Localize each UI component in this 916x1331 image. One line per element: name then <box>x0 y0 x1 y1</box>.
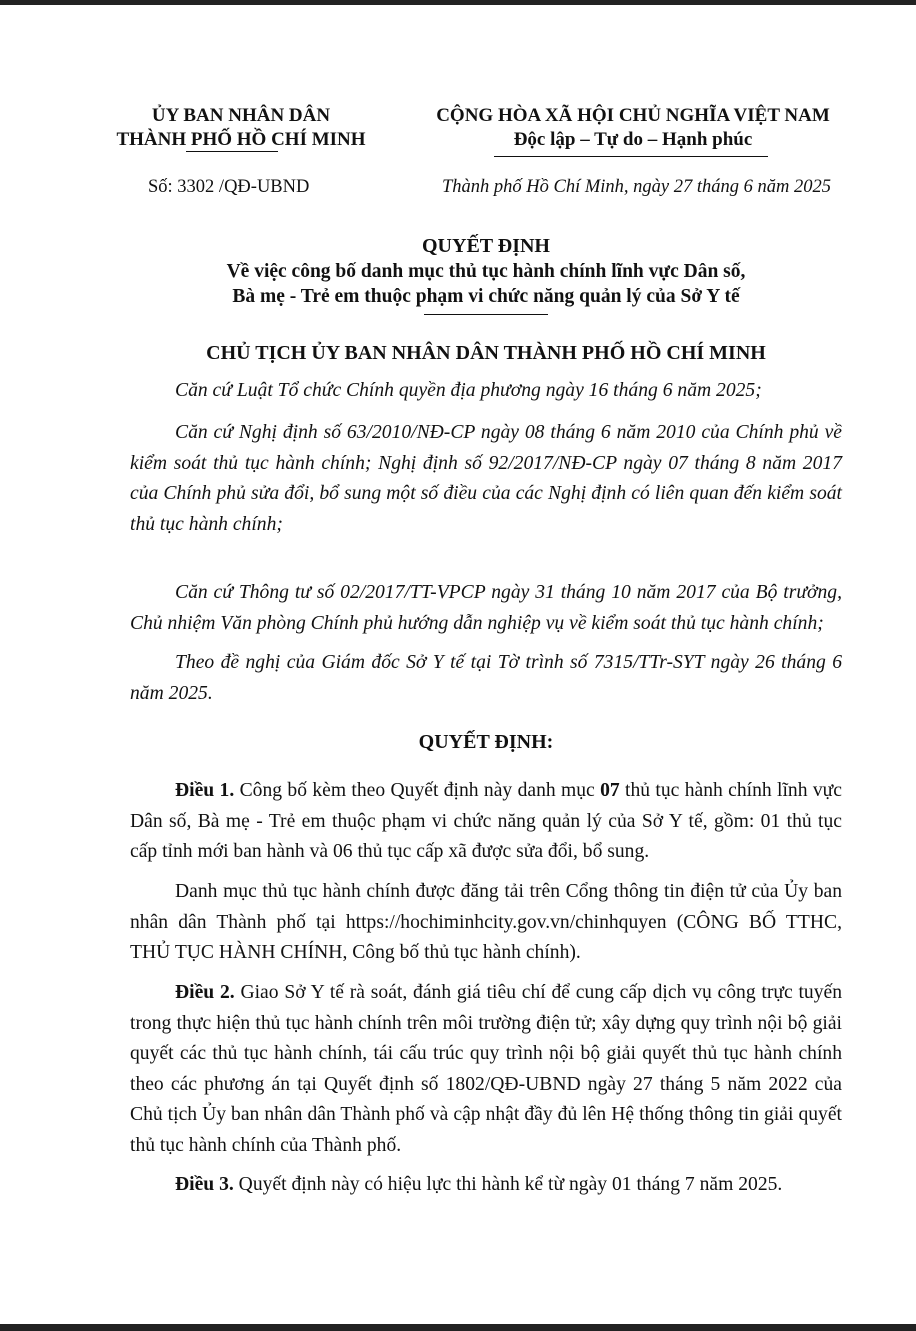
article-2 <box>130 978 842 1161</box>
article-3-text: Quyết định này có hiệu lực thi hành kể từ ngày 01 tháng 7 năm 2025. <box>233 1174 783 1195</box>
place-date: Thành phố Hồ Chí Minh, ngày 27 tháng 6 năm 2025 <box>442 177 832 197</box>
agency-line-1: ỦY BAN NHÂN DÂN <box>151 105 331 126</box>
authority-heading: CHỦ TỊCH ỦY BAN NHÂN DÂN THÀNH PHỐ HỒ CHÍ MINH <box>206 342 766 364</box>
article-1-label: Điều 1. <box>175 780 235 801</box>
basis-1: Căn cứ Luật Tổ chức Chính quyền địa phương ngày 16 tháng 6 năm 2025; <box>175 380 762 401</box>
article-3-label: Điều 3. <box>175 1174 234 1195</box>
agency-underline <box>186 151 278 152</box>
subject-line-1: Về việc công bố danh mục thủ tục hành chính lĩnh vực Dân số, <box>226 261 746 282</box>
motto: Độc lập – Tự do – Hạnh phúc <box>513 129 753 150</box>
national-title <box>410 104 856 152</box>
title-underline <box>424 314 548 315</box>
issuing-agency <box>100 104 382 152</box>
article-1-para-2: Danh mục thủ tục hành chính được đăng tải trên Cổng thông tin điện tử của Ủy ban nhân dân Thành phố tại https://hochiminhcity.gov.vn/chinhquyen (CÔNG BỐ TTHC, THỦ TỤC HÀNH CHÍNH, Công bố thủ tục hành chính). <box>130 881 842 963</box>
top-border <box>0 0 916 5</box>
article-3 <box>130 1170 842 1201</box>
agency-line-2: THÀNH PHỐ HỒ CHÍ MINH <box>116 129 366 150</box>
decision-heading: QUYẾT ĐỊNH: <box>418 731 554 753</box>
bottom-border <box>0 1324 916 1331</box>
basis-3: Căn cứ Thông tư số 02/2017/TT-VPCP ngày 31 tháng 10 năm 2017 của Bộ trưởng, Chủ nhiệm Văn phòng Chính phủ hướng dẫn nghiệp vụ về kiểm soát thủ tục hành chính; <box>130 582 842 634</box>
article-1-text-a: Công bố kèm theo Quyết định này danh mục <box>234 780 601 801</box>
motto-underline <box>494 156 768 157</box>
article-1-count: 07 <box>600 780 620 801</box>
basis-2: Căn cứ Nghị định số 63/2010/NĐ-CP ngày 08 tháng 6 năm 2010 của Chính phủ về kiểm soát thủ tục hành chính; Nghị định số 92/2017/NĐ-CP ngày 07 tháng 8 năm 2017 của Chính phủ sửa đổi, bổ sung một số điều của các Nghị định có liên quan đến kiểm soát thủ tục hành chính; <box>130 422 842 535</box>
basis-4: Theo đề nghị của Giám đốc Sở Y tế tại Tờ trình số 7315/TTr-SYT ngày 26 tháng 6 năm 2025. <box>130 652 842 704</box>
subject-line-2: Bà mẹ - Trẻ em thuộc phạm vi chức năng quản lý của Sở Y tế <box>232 286 740 307</box>
article-1 <box>130 776 842 868</box>
document-title: QUYẾT ĐỊNH <box>422 235 550 257</box>
article-1-text-b: thủ tục hành chính lĩnh vực Dân số, Bà mẹ - Trẻ em thuộc phạm vi chức năng quản lý của Sở Y tế, gồm: 01 thủ tục cấp tỉnh mới ban hành và 06 thủ tục cấp xã được sửa đổi, bổ sung. <box>130 780 842 862</box>
article-2-text: Giao Sở Y tế rà soát, đánh giá tiêu chí để cung cấp dịch vụ công trực tuyến trong thực hiện thủ tục hành chính trên môi trường điện tử; xây dựng quy trình nội bộ giải quyết các thủ tục hành chính, tái cấu trúc quy trình nội bộ giải quyết thủ tục hành chính theo các phương án tại Quyết định số 1802/QĐ-UBND ngày 27 tháng 5 năm 2022 của Chủ tịch Ủy ban nhân dân Thành phố và cập nhật đầy đủ lên Hệ thống thông tin giải quyết thủ tục hành chính của Thành phố. <box>130 982 842 1156</box>
country-name: CỘNG HÒA XÃ HỘI CHỦ NGHĨA VIỆT NAM <box>436 105 830 126</box>
article-2-label: Điều 2. <box>175 982 235 1003</box>
document-number: Số: 3302 /QĐ-UBND <box>148 177 310 197</box>
